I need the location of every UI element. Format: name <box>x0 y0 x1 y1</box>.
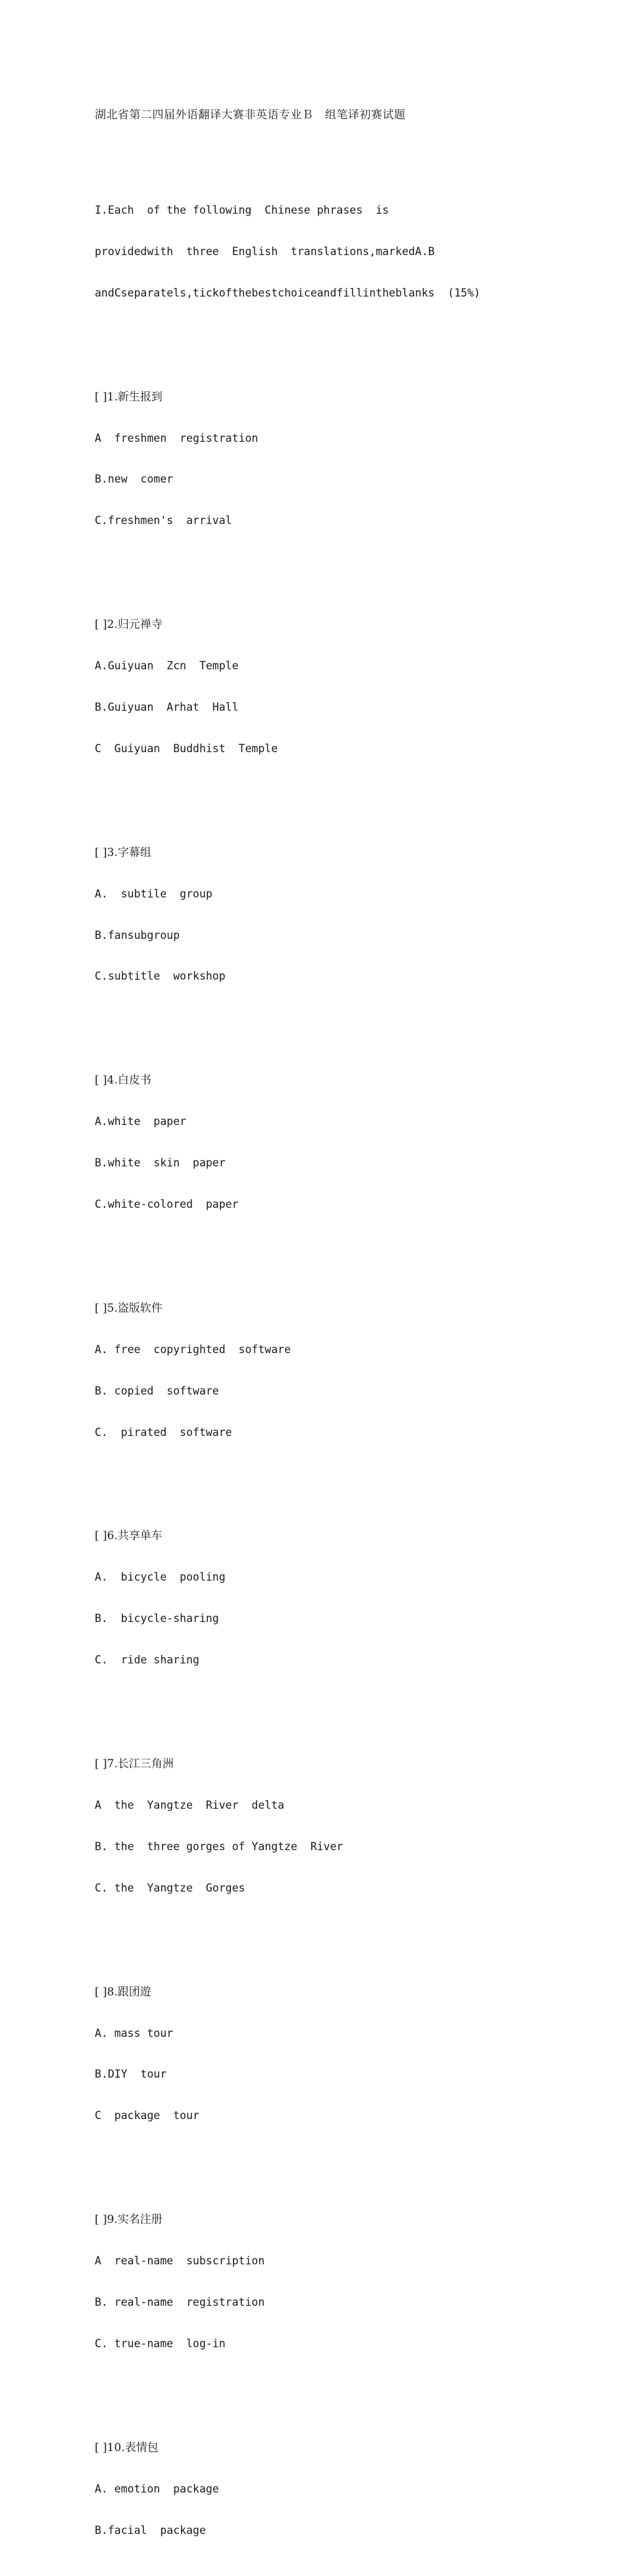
instruction-line: I.Each of the following Chinese phrases is <box>95 204 389 216</box>
instructions <box>95 178 608 327</box>
question-1 <box>95 364 608 555</box>
question-heading: [ ]3.字幕组 <box>95 846 151 859</box>
option-b: B.Guiyuan Arhat Hall <box>95 701 239 714</box>
option-b: B.white skin paper <box>95 1157 226 1170</box>
question-heading: [ ]1.新生报到 <box>95 390 162 404</box>
question-heading: [ ]8.跟团遊 <box>95 1985 151 1999</box>
option-c: C package tour <box>95 2109 199 2122</box>
instruction-line: andCseparatels,tickofthebestchoiceandfillintheblanks (15%) <box>95 286 481 299</box>
option-a: A real-name subscription <box>95 2254 265 2268</box>
option-a: A the Yangtze River delta <box>95 1798 285 1811</box>
option-a: A. mass tour <box>95 2026 174 2039</box>
option-c: C. true-name log-in <box>95 2337 226 2350</box>
question-8 <box>95 1959 608 2150</box>
question-10 <box>95 2415 608 2564</box>
question-4 <box>95 1047 608 1238</box>
option-a: A freshmen registration <box>95 431 259 444</box>
question-9 <box>95 2187 608 2377</box>
question-heading: [ ]7.长江三角洲 <box>95 1757 174 1771</box>
option-b: B. the three gorges of Yangtze River <box>95 1840 343 1853</box>
question-heading: [ ]5.盗版软件 <box>95 1301 162 1315</box>
option-a: A. emotion package <box>95 2482 219 2495</box>
option-b: B.DIY tour <box>95 2068 167 2081</box>
question-3 <box>95 820 608 1011</box>
option-b: B. copied software <box>95 1384 219 1397</box>
question-2 <box>95 592 608 782</box>
option-c: C. the Yangtze Gorges <box>95 1881 245 1894</box>
option-c: C.white-colored paper <box>95 1198 239 1211</box>
option-a: A.Guiyuan Zcn Temple <box>95 659 239 673</box>
question-heading: [ ]4.白皮书 <box>95 1074 151 1087</box>
question-6 <box>95 1503 608 1694</box>
question-5 <box>95 1276 608 1466</box>
option-c: C. pirated software <box>95 1425 232 1439</box>
question-7 <box>95 1731 608 1922</box>
option-c: C.subtitle workshop <box>95 970 226 983</box>
option-c: C Guiyuan Buddhist Temple <box>95 742 278 755</box>
option-b: B.fansubgroup <box>95 928 180 942</box>
document-page <box>95 82 608 2576</box>
option-c: C.freshmen's arrival <box>95 514 232 527</box>
instruction-line: providedwith three English translations,markedA.B <box>95 245 435 258</box>
option-b: B. real-name registration <box>95 2295 265 2308</box>
option-b: B.new comer <box>95 473 174 486</box>
question-heading: [ ]9.实名注册 <box>95 2213 162 2227</box>
option-a: A. subtile group <box>95 887 213 900</box>
option-b: B.facial package <box>95 2523 206 2537</box>
question-heading: [ ]2.归元禅寺 <box>95 618 162 632</box>
question-heading: [ ]6.共享单车 <box>95 1529 162 1543</box>
option-c: C. ride sharing <box>95 1654 199 1667</box>
option-b: B. bicycle-sharing <box>95 1612 219 1625</box>
question-heading: [ ]10.表情包 <box>95 2441 159 2454</box>
option-a: A. free copyrighted software <box>95 1343 291 1356</box>
option-a: A. bicycle pooling <box>95 1571 226 1584</box>
option-a: A.white paper <box>95 1115 187 1128</box>
document-title: 湖北省第二四届外语翻译大赛非英语专业Ｂ 组笔译初赛试题 <box>95 108 406 122</box>
